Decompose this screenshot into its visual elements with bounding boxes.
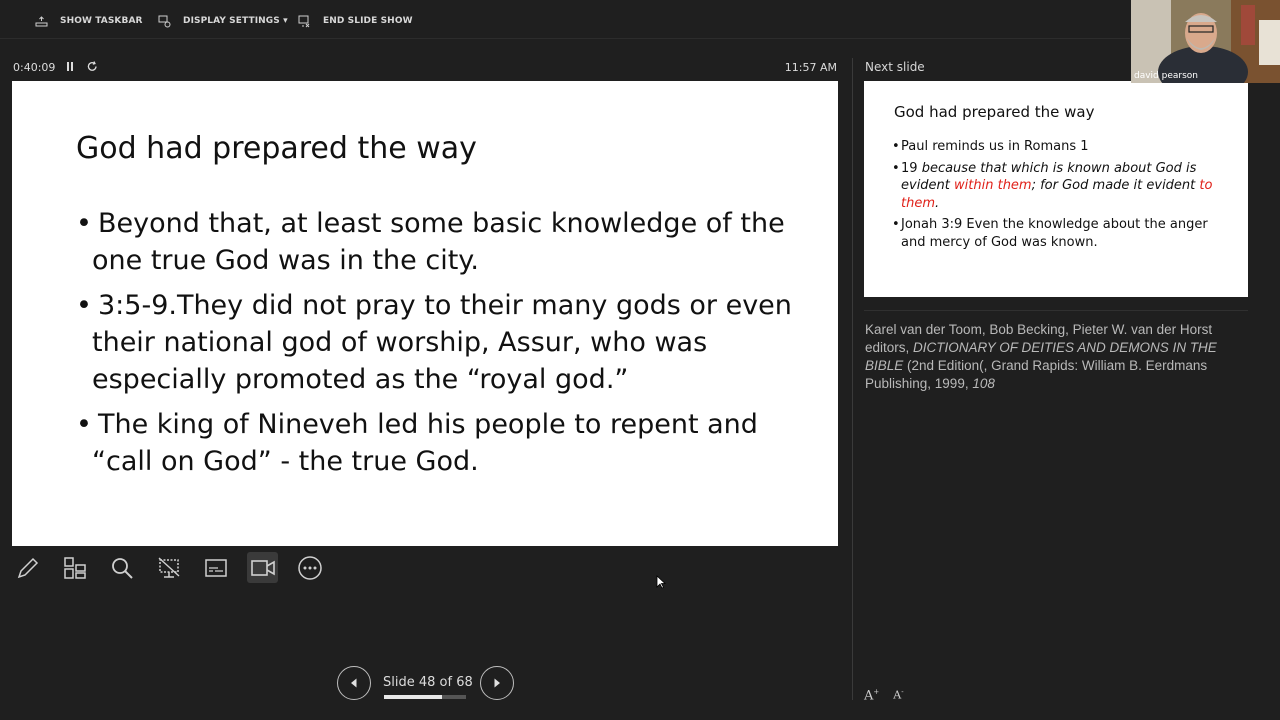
speaker-notes[interactable] <box>865 321 1245 393</box>
subtitles-icon <box>203 555 229 581</box>
end-slide-show-label: END SLIDE SHOW <box>323 16 413 26</box>
slide-bullet-text: The king of Nineveh led his people to repent and “call on God” - the true God. <box>92 409 758 477</box>
show-taskbar-button[interactable] <box>35 13 143 29</box>
subtitles-button[interactable] <box>200 552 231 583</box>
slide-progress-fill <box>384 695 442 699</box>
next-bullet-highlight: within them <box>954 178 1032 193</box>
next-slide-bullet-list <box>892 138 1222 255</box>
presenter-toolbar <box>0 0 1130 40</box>
black-screen-button[interactable] <box>153 552 184 583</box>
notes-font-controls <box>864 688 904 703</box>
increase-font-button[interactable]: A+ <box>864 688 880 704</box>
slide-bullet-text: Beyond that, at least some basic knowledge of the one true God was in the city. <box>92 208 785 276</box>
next-arrow-icon <box>491 677 503 689</box>
more-options-button[interactable] <box>294 552 325 583</box>
decrease-font-label: A <box>893 688 902 702</box>
show-taskbar-label: SHOW TASKBAR <box>60 16 143 26</box>
camera-toggle-button[interactable] <box>247 552 278 583</box>
next-bullet-num: 19 <box>901 160 922 176</box>
webcam-feed[interactable] <box>1131 0 1280 83</box>
more-icon <box>297 555 323 581</box>
restart-timer-icon[interactable] <box>86 60 99 73</box>
video-camera-icon <box>250 555 276 581</box>
taskbar-icon <box>35 15 48 28</box>
pen-icon <box>15 555 41 581</box>
notes-divider <box>864 310 1248 311</box>
notes-publisher: (2nd Edition(, Grand Rapids: William B. Eerdmans Publishing, 1999, <box>865 358 1208 391</box>
display-settings-label: DISPLAY SETTINGS ▾ <box>183 16 288 26</box>
next-slide-title: God had prepared the way <box>894 103 1095 121</box>
end-slide-show-button[interactable] <box>298 13 413 29</box>
notes-book-title: DICTIONARY OF DEITIES AND DEMONS IN THE BIBLE <box>865 340 1217 373</box>
next-slide-bullet <box>892 138 1222 156</box>
slide-bullet-text: 3:5-9.They did not pray to their many gods or even their national god of worship, Assur, who was especially promoted as the “royal god.” <box>92 290 792 395</box>
pause-icon[interactable] <box>66 61 74 72</box>
slide-counter[interactable]: Slide 48 of 68 <box>383 675 473 690</box>
slide-progress-bar <box>384 695 466 699</box>
next-bullet-text: Jonah 3:9 Even the knowledge about the anger and mercy of God was known. <box>901 217 1208 250</box>
next-slide-preview[interactable] <box>864 81 1248 297</box>
notes-page: 108 <box>972 376 995 391</box>
elapsed-timer: 0:40:09 <box>13 61 56 74</box>
pen-tool-button[interactable] <box>12 552 43 583</box>
slide-navigation <box>337 666 517 702</box>
next-bullet-text: Paul reminds us in Romans 1 <box>901 139 1089 154</box>
next-bullet-text: . <box>935 195 940 211</box>
next-bullet-highlight: to them <box>901 178 1213 211</box>
previous-arrow-icon <box>348 677 360 689</box>
webcam-participant-name: david pearson <box>1134 71 1198 81</box>
presenter-tools <box>12 552 325 586</box>
magnifier-icon <box>109 555 135 581</box>
see-all-slides-button[interactable] <box>59 552 90 583</box>
grid-slides-icon <box>62 555 88 581</box>
previous-slide-button[interactable] <box>337 666 371 700</box>
screen-off-icon <box>156 555 182 581</box>
next-bullet-text: ; for God made it evident <box>1031 178 1200 193</box>
display-settings-icon <box>158 15 171 28</box>
panel-divider[interactable] <box>852 58 853 700</box>
zoom-button[interactable] <box>106 552 137 583</box>
slide-title: God had prepared the way <box>76 131 477 166</box>
notes-authors: Karel van der Toom, Bob Becking, Pieter W. van der Horst editors, <box>865 322 1213 355</box>
clock: 11:57 AM <box>784 61 837 74</box>
display-settings-button[interactable] <box>158 13 288 29</box>
end-show-icon <box>298 15 311 28</box>
next-slide-bullet <box>892 160 1222 213</box>
next-bullet-text: because that which is known about God is evident <box>901 160 1197 193</box>
decrease-font-button[interactable]: A- <box>893 688 904 702</box>
next-slide-button[interactable] <box>480 666 514 700</box>
toolbar-divider <box>0 38 1130 39</box>
slide-bullet <box>76 205 796 279</box>
increase-font-label: A <box>864 688 874 704</box>
slide-bullet-list <box>76 205 796 488</box>
slide-bullet <box>76 287 796 398</box>
mouse-cursor-icon <box>656 575 666 589</box>
next-slide-label: Next slide <box>865 60 925 74</box>
current-slide[interactable] <box>12 81 838 546</box>
next-slide-bullet <box>892 216 1222 251</box>
slide-bullet <box>76 406 796 480</box>
